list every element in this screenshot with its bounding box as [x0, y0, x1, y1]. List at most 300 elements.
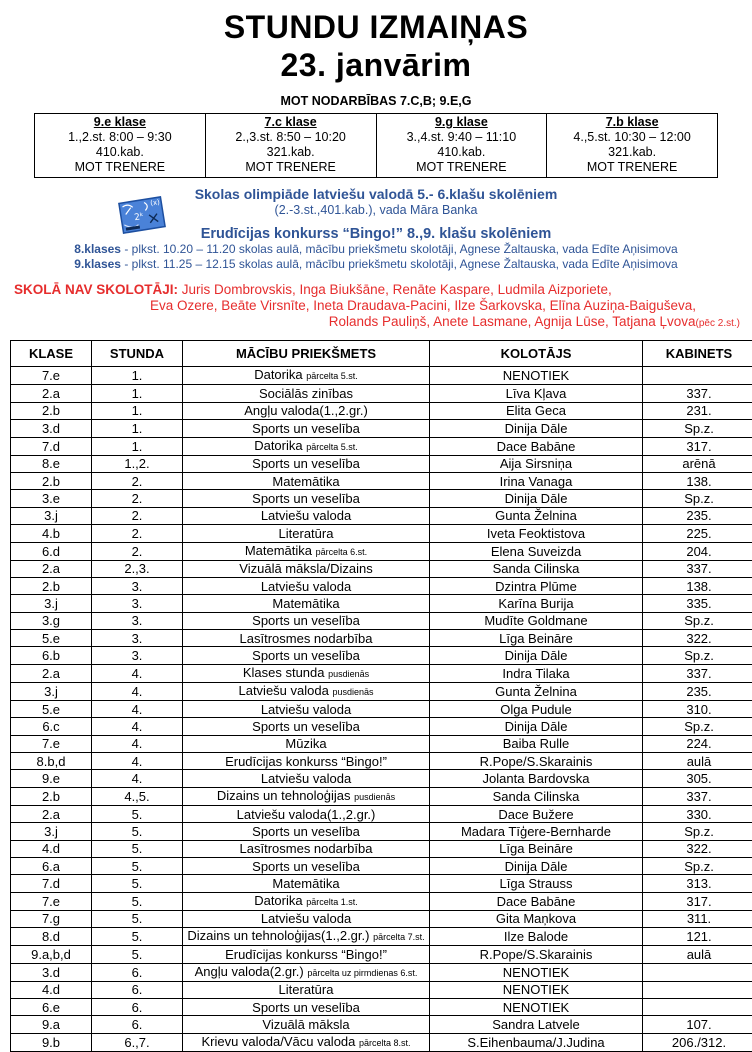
cell-klase: 2.a [11, 385, 92, 402]
subject-text: Klases stunda [243, 665, 325, 680]
absent-names-1: Juris Dombrovskis, Inga Biukšāne, Renāte Kaspare, Ludmila Aizporiete, [178, 282, 612, 297]
subject-text: Matemātika [245, 543, 312, 558]
cell-subject [183, 385, 430, 402]
cell-klase: 8.d [11, 928, 92, 946]
cell-room: 224. [643, 735, 752, 752]
cell-subject [183, 367, 430, 385]
cell-room: 235. [643, 682, 752, 700]
cell-stunda: 4. [92, 718, 183, 735]
subject-text: Latviešu valoda [261, 508, 351, 523]
cell-room [643, 998, 752, 1015]
cell-teacher: Aija Sirsniņa [430, 455, 643, 472]
cell-room: 322. [643, 840, 752, 857]
svg-text:(x): (x) [150, 198, 161, 207]
cell-klase: 2.a [11, 805, 92, 822]
cell-teacher: Dinija Dāle [430, 647, 643, 664]
cell-teacher: Gunta Želnina [430, 507, 643, 524]
cell-room: aulā [643, 946, 752, 963]
cell-subject [183, 542, 430, 560]
cell-stunda: 5. [92, 892, 183, 910]
cell-stunda: 6. [92, 981, 183, 998]
cell-subject [183, 402, 430, 419]
olympiad-detail: (2.-3.st.,401.kab.), vada Māra Banka [0, 203, 752, 217]
cell-stunda: 6. [92, 963, 183, 981]
subject-note: pārcelta 5.st. [306, 442, 358, 452]
cell-teacher: Indra Tilaka [430, 664, 643, 682]
bingo-line-detail: - plkst. 10.20 – 11.20 skolas aulā, mācību priekšmetu skolotāji, Agnese Žaltauska, vada Edīte Aņisimova [121, 242, 678, 256]
cell-room: 311. [643, 910, 752, 927]
cell-room: 335. [643, 595, 752, 612]
cell-klase: 9.a,b,d [11, 946, 92, 963]
cell-teacher: Līva Kļava [430, 385, 643, 402]
table-row [11, 402, 752, 419]
cell-klase: 6.b [11, 647, 92, 664]
table-row [11, 367, 752, 385]
subject-text: Vizuālā māksla [262, 1017, 349, 1032]
subject-text: Literatūra [279, 982, 334, 997]
table-row [11, 1016, 752, 1033]
cell-room: 310. [643, 700, 752, 717]
cell-stunda: 3. [92, 630, 183, 647]
cell-klase: 5.e [11, 700, 92, 717]
cell-teacher: Dace Bužere [430, 805, 643, 822]
page-title [0, 8, 752, 84]
cell-klase: 3.e [11, 490, 92, 507]
cell-subject [183, 928, 430, 946]
table-row [11, 718, 752, 735]
table-row [11, 823, 752, 840]
cell-stunda: 2. [92, 525, 183, 542]
table-row [11, 472, 752, 489]
cell-klase: 2.b [11, 402, 92, 419]
subject-text: Sports un veselība [252, 613, 360, 628]
mot-class-name: 9.g klase [379, 115, 545, 130]
table-row [11, 787, 752, 805]
cell-subject [183, 1033, 430, 1051]
absent-line-1 [0, 282, 752, 298]
cell-stunda: 5. [92, 946, 183, 963]
schedule-header-0: KLASE [11, 341, 92, 367]
subject-note: pusdienās [328, 669, 369, 679]
cell-room: 305. [643, 770, 752, 787]
cell-klase: 9.a [11, 1016, 92, 1033]
mot-class-time: 4.,5.st. 10:30 – 12:00 [549, 130, 715, 145]
cell-stunda: 5. [92, 910, 183, 927]
cell-klase: 8.e [11, 455, 92, 472]
table-row [11, 981, 752, 998]
cell-teacher: NENOTIEK [430, 963, 643, 981]
cell-room: Sp.z. [643, 490, 752, 507]
table-row [11, 595, 752, 612]
subject-text: Datorika [254, 893, 302, 908]
cell-subject [183, 682, 430, 700]
cell-teacher: Dinija Dāle [430, 718, 643, 735]
subject-text: Sports un veselība [252, 1000, 360, 1015]
absent-names-3: Rolands Pauliņš, Anete Lasmane, Agnija Lūse, Tatjana Ļvova [329, 314, 696, 329]
subject-text: Latviešu valoda [261, 702, 351, 717]
cell-teacher: NENOTIEK [430, 981, 643, 998]
cell-klase: 5.e [11, 630, 92, 647]
olympiad-title: Skolas olimpiāde latviešu valodā 5.- 6.klašu skolēniem [0, 186, 752, 202]
schedule-header-1: STUNDA [92, 341, 183, 367]
cell-klase: 7.g [11, 910, 92, 927]
table-row [11, 875, 752, 892]
cell-room: aulā [643, 753, 752, 770]
subject-note: pusdienās [354, 792, 395, 802]
absent-names-3-note: (pēc 2.st.) [696, 318, 740, 329]
mot-class-name: 7.b klase [549, 115, 715, 130]
cell-teacher: Dinija Dāle [430, 420, 643, 437]
table-row [11, 542, 752, 560]
cell-teacher: R.Pope/S.Skarainis [430, 753, 643, 770]
subject-text: Lasītrosmes nodarbība [240, 631, 373, 646]
cell-teacher: Dinija Dāle [430, 490, 643, 507]
table-row [11, 946, 752, 963]
cell-room: arēnā [643, 455, 752, 472]
table-row [11, 437, 752, 455]
cell-stunda: 2. [92, 542, 183, 560]
cell-subject [183, 875, 430, 892]
bingo-lines [0, 242, 752, 271]
subject-text: Angļu valoda(1.,2.gr.) [244, 403, 368, 418]
cell-stunda: 2. [92, 472, 183, 489]
mot-class-time: 2.,3.st. 8:50 – 10:20 [208, 130, 374, 145]
subject-text: Datorika [254, 367, 302, 382]
cell-teacher: Sanda Cilinska [430, 560, 643, 577]
cell-teacher: Jolanta Bardovska [430, 770, 643, 787]
table-row [11, 420, 752, 437]
cell-stunda: 5. [92, 928, 183, 946]
cell-room: 231. [643, 402, 752, 419]
cell-subject [183, 770, 430, 787]
cell-room: 313. [643, 875, 752, 892]
mot-class-trainer: MOT TRENERE [549, 160, 715, 175]
cell-teacher: NENOTIEK [430, 998, 643, 1015]
mot-cell-9-g-klase [376, 114, 547, 178]
cell-room: 317. [643, 892, 752, 910]
subject-text: Matemātika [272, 596, 339, 611]
mot-sessions-table [34, 113, 718, 178]
cell-subject [183, 560, 430, 577]
cell-klase: 7.e [11, 892, 92, 910]
table-row [11, 664, 752, 682]
cell-room: 330. [643, 805, 752, 822]
cell-subject [183, 805, 430, 822]
cell-klase: 2.b [11, 577, 92, 594]
mot-heading: MOT NODARBĪBAS 7.C,B; 9.E,G [0, 94, 752, 108]
cell-stunda: 4. [92, 682, 183, 700]
cell-subject [183, 630, 430, 647]
subject-text: Sports un veselība [252, 456, 360, 471]
mot-class-trainer: MOT TRENERE [379, 160, 545, 175]
cell-stunda: 4.,5. [92, 787, 183, 805]
cell-room [643, 367, 752, 385]
table-row [11, 630, 752, 647]
subject-text: Latviešu valoda [261, 579, 351, 594]
mot-class-trainer: MOT TRENERE [208, 160, 374, 175]
cell-stunda: 5. [92, 857, 183, 874]
subject-text: Krievu valoda/Vācu valoda [201, 1034, 355, 1049]
cell-klase: 9.e [11, 770, 92, 787]
cell-stunda: 1. [92, 420, 183, 437]
mot-cell-7-c-klase [205, 114, 376, 178]
table-row [11, 612, 752, 629]
cell-room: Sp.z. [643, 612, 752, 629]
cell-room: Sp.z. [643, 857, 752, 874]
cell-subject [183, 787, 430, 805]
subject-text: Mūzika [285, 736, 326, 751]
title-line-1: STUNDU IZMAIŅAS [0, 8, 752, 46]
cell-teacher: Madara Tīģere-Bernharde [430, 823, 643, 840]
subject-note: pārcelta 6.st. [316, 547, 368, 557]
cell-klase: 8.b,d [11, 753, 92, 770]
cell-stunda: 4. [92, 664, 183, 682]
table-row [11, 577, 752, 594]
cell-room: 204. [643, 542, 752, 560]
cell-teacher: S.Eihenbauma/J.Judina [430, 1033, 643, 1051]
subject-note: pārcelta 5.st. [306, 371, 358, 381]
cell-stunda: 6. [92, 998, 183, 1015]
cell-stunda: 2. [92, 507, 183, 524]
subject-text: Sports un veselība [252, 491, 360, 506]
subject-note: pārcelta 7.st. [373, 932, 425, 942]
cell-subject [183, 525, 430, 542]
cell-stunda: 1. [92, 385, 183, 402]
cell-klase: 3.j [11, 595, 92, 612]
cell-teacher: Līga Beināre [430, 630, 643, 647]
cell-teacher: Olga Pudule [430, 700, 643, 717]
mot-table-row [35, 114, 718, 178]
bingo-line-2 [0, 257, 752, 272]
mot-class-time: 3.,4.st. 9:40 – 11:10 [379, 130, 545, 145]
cell-room: Sp.z. [643, 420, 752, 437]
cell-teacher: Dace Babāne [430, 437, 643, 455]
cell-teacher: Dzintra Plūme [430, 577, 643, 594]
cell-subject [183, 735, 430, 752]
cell-subject [183, 455, 430, 472]
subject-text: Latviešu valoda [238, 683, 328, 698]
subject-text: Latviešu valoda [261, 771, 351, 786]
mot-cell-9-e-klase [35, 114, 206, 178]
cell-room: 225. [643, 525, 752, 542]
cell-teacher: Dinija Dāle [430, 857, 643, 874]
schedule-header-3: KOLOTĀJS [430, 341, 643, 367]
subject-text: Matemātika [272, 876, 339, 891]
cell-room [643, 981, 752, 998]
cell-klase: 9.b [11, 1033, 92, 1051]
cell-subject [183, 507, 430, 524]
cell-room: 322. [643, 630, 752, 647]
cell-subject [183, 437, 430, 455]
cell-subject [183, 963, 430, 981]
svg-text:2ᵏ: 2ᵏ [134, 212, 145, 223]
absent-line-3 [0, 314, 752, 332]
table-row [11, 857, 752, 874]
cell-stunda: 6.,7. [92, 1033, 183, 1051]
bingo-line-class-label: 9.klases [74, 257, 121, 271]
cell-room: 337. [643, 560, 752, 577]
cell-room: 235. [643, 507, 752, 524]
subject-text: Dizains un tehnoloģijas(1.,2.gr.) [187, 928, 369, 943]
cell-teacher: Elita Geca [430, 402, 643, 419]
cell-klase: 3.d [11, 963, 92, 981]
mot-class-name: 7.c klase [208, 115, 374, 130]
cell-stunda: 4. [92, 753, 183, 770]
cell-stunda: 3. [92, 595, 183, 612]
schedule-changes-table [10, 340, 752, 1051]
subject-note: pusdienās [332, 687, 373, 697]
cell-room: Sp.z. [643, 647, 752, 664]
cell-subject [183, 718, 430, 735]
cell-room: 107. [643, 1016, 752, 1033]
cell-klase: 4.d [11, 981, 92, 998]
subject-text: Matemātika [272, 474, 339, 489]
table-row [11, 910, 752, 927]
mot-class-room: 321.kab. [549, 145, 715, 160]
cell-klase: 7.e [11, 735, 92, 752]
cell-stunda: 3. [92, 577, 183, 594]
document-page [0, 8, 752, 1051]
cell-teacher: R.Pope/S.Skarainis [430, 946, 643, 963]
table-row [11, 753, 752, 770]
mot-class-time: 1.,2.st. 8:00 – 9:30 [37, 130, 203, 145]
cell-teacher: Dace Babāne [430, 892, 643, 910]
absent-teachers-section [0, 282, 752, 331]
table-row [11, 892, 752, 910]
cell-subject [183, 647, 430, 664]
cell-stunda: 3. [92, 647, 183, 664]
subject-text: Sports un veselība [252, 824, 360, 839]
cell-subject [183, 612, 430, 629]
cell-stunda: 5. [92, 875, 183, 892]
subject-text: Erudīcijas konkurss “Bingo!” [225, 947, 387, 962]
mot-class-trainer: MOT TRENERE [37, 160, 203, 175]
subject-text: Sports un veselība [252, 648, 360, 663]
cell-klase: 2.b [11, 472, 92, 489]
cell-teacher: Baiba Rulle [430, 735, 643, 752]
table-row [11, 560, 752, 577]
table-row [11, 507, 752, 524]
cell-klase: 4.b [11, 525, 92, 542]
cell-stunda: 1. [92, 402, 183, 419]
cell-klase: 6.e [11, 998, 92, 1015]
cell-stunda: 1. [92, 437, 183, 455]
cell-subject [183, 664, 430, 682]
bingo-line-class-label: 8.klases [74, 242, 121, 256]
cell-subject [183, 1016, 430, 1033]
bingo-line-1 [0, 242, 752, 257]
table-row [11, 998, 752, 1015]
cell-subject [183, 577, 430, 594]
bingo-line-detail: - plkst. 11.25 – 12.15 skolas aulā, mācību priekšmetu skolotāji, Agnese Žaltauska, vada Edīte Aņisimova [121, 257, 678, 271]
cell-stunda: 2.,3. [92, 560, 183, 577]
table-row [11, 840, 752, 857]
subject-note: pārcelta 8.st. [359, 1038, 411, 1048]
cell-stunda: 4. [92, 735, 183, 752]
title-line-2: 23. janvārim [0, 46, 752, 84]
cell-klase: 4.d [11, 840, 92, 857]
cell-klase: 3.g [11, 612, 92, 629]
table-row [11, 928, 752, 946]
cell-stunda: 5. [92, 805, 183, 822]
cell-stunda: 4. [92, 770, 183, 787]
subject-text: Sociālās zinības [259, 386, 353, 401]
cell-room: 138. [643, 472, 752, 489]
table-row [11, 805, 752, 822]
cell-klase: 7.e [11, 367, 92, 385]
cell-stunda: 1. [92, 367, 183, 385]
cell-klase: 2.a [11, 560, 92, 577]
cell-room: Sp.z. [643, 823, 752, 840]
cell-teacher: Gunta Želnina [430, 682, 643, 700]
cell-klase: 2.b [11, 787, 92, 805]
cell-subject [183, 700, 430, 717]
table-row [11, 647, 752, 664]
mot-class-name: 9.e klase [37, 115, 203, 130]
schedule-header-4: KABINETS [643, 341, 752, 367]
cell-stunda: 1.,2. [92, 455, 183, 472]
cell-subject [183, 892, 430, 910]
cell-klase: 3.j [11, 507, 92, 524]
cell-stunda: 2. [92, 490, 183, 507]
cell-stunda: 3. [92, 612, 183, 629]
subject-text: Vizuālā māksla/Dizains [239, 561, 372, 576]
subject-note: pārcelta uz pirmdienas 6.st. [307, 968, 417, 978]
cell-room: 337. [643, 385, 752, 402]
cell-klase: 6.c [11, 718, 92, 735]
schedule-header-row [11, 341, 752, 367]
cell-teacher: Mudīte Goldmane [430, 612, 643, 629]
subject-text: Sports un veselība [252, 421, 360, 436]
cell-subject [183, 946, 430, 963]
cell-klase: 2.a [11, 664, 92, 682]
cell-teacher: Iveta Feoktistova [430, 525, 643, 542]
cell-teacher: Sandra Latvele [430, 1016, 643, 1033]
table-row [11, 735, 752, 752]
cell-klase: 3.j [11, 682, 92, 700]
cell-stunda: 6. [92, 1016, 183, 1033]
cell-klase: 3.d [11, 420, 92, 437]
table-row [11, 525, 752, 542]
cell-subject [183, 472, 430, 489]
mot-cell-7-b-klase [547, 114, 718, 178]
cell-subject [183, 981, 430, 998]
table-row [11, 770, 752, 787]
cell-klase: 6.a [11, 857, 92, 874]
cell-subject [183, 910, 430, 927]
olympiad-math-image [116, 192, 168, 238]
subject-text: Latviešu valoda(1.,2.gr.) [237, 807, 376, 822]
cell-room: 138. [643, 577, 752, 594]
subject-text: Erudīcijas konkurss “Bingo!” [225, 754, 387, 769]
subject-text: Lasītrosmes nodarbība [240, 841, 373, 856]
subject-text: Datorika [254, 438, 302, 453]
cell-subject [183, 998, 430, 1015]
cell-room: 337. [643, 664, 752, 682]
table-row [11, 455, 752, 472]
subject-text: Dizains un tehnoloģijas [217, 788, 351, 803]
bingo-title: Erudīcijas konkurss “Bingo!” 8.,9. klašu skolēniem [0, 226, 752, 242]
cell-teacher: Gita Maņkova [430, 910, 643, 927]
cell-subject [183, 840, 430, 857]
schedule-header-2: MĀCĪBU PRIEKŠMETS [183, 341, 430, 367]
cell-subject [183, 420, 430, 437]
mot-class-room: 321.kab. [208, 145, 374, 160]
cell-klase: 7.d [11, 875, 92, 892]
cell-subject [183, 823, 430, 840]
cell-stunda: 5. [92, 840, 183, 857]
table-row [11, 490, 752, 507]
